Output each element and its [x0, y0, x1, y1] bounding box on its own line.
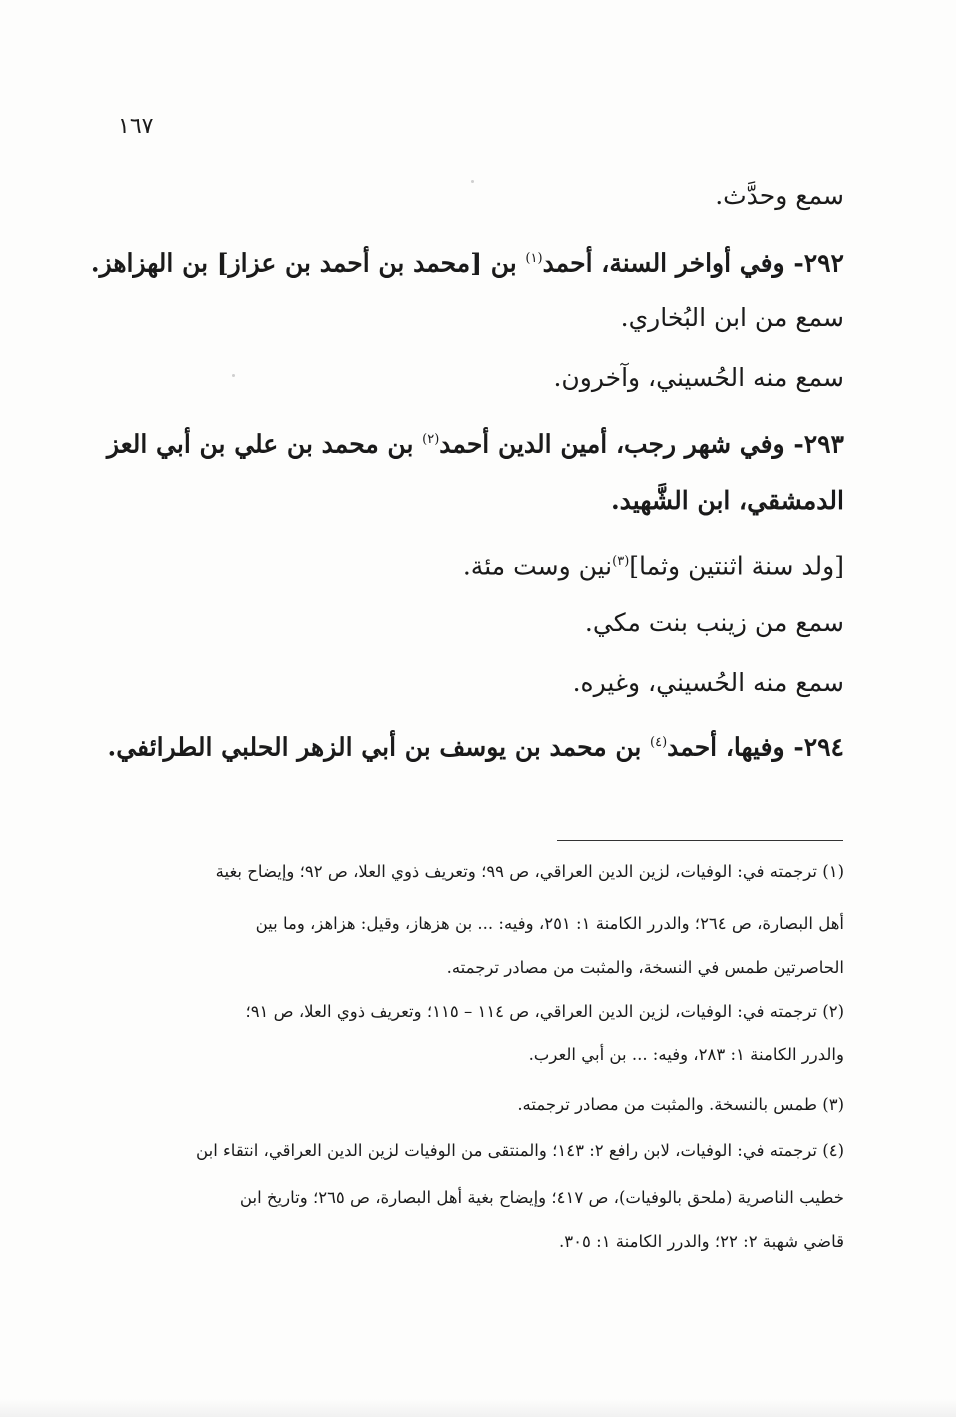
entry-292-lead: ٢٩٢- وفي أواخر السنة،: [592, 248, 844, 278]
entry-294-lead: ٢٩٤- وفيها،: [717, 732, 844, 762]
footnote-ref-1: (١): [525, 251, 543, 266]
text-line-4: سمع منه الحُسيني، وآخرون.: [553, 363, 844, 392]
footnote-2-line-1: (٢) ترجمته في: الوفيات، لزين الدين العراقي، ص ١١٤ – ١١٥؛ وتعريف ذوي العلا، ص ٩١؛: [245, 1002, 844, 1021]
entry-292-rest: بن [محمد بن أحمد بن عزاز] بن الهزاهز.: [90, 248, 526, 278]
footnote-3-line-1: (٣) طمس بالنسخة. والمثبت من مصادر ترجمته.: [517, 1095, 844, 1114]
text-line-1: سمع وحدَّث.: [715, 181, 844, 210]
footnote-ref-2: (٢): [422, 432, 440, 447]
entry-294: [107, 723, 844, 767]
entry-293: [106, 420, 844, 464]
text-line-3: سمع من ابن البُخاري.: [620, 303, 844, 332]
entry-292: [90, 239, 844, 283]
page-number: ١٦٧: [118, 114, 154, 139]
born-bracket: [ولد سنة اثنتين وثما]: [629, 551, 844, 581]
footnote-2-line-2: والدرر الكامنة ١: ٢٨٣، وفيه: ... بن أبي العرب.: [528, 1045, 844, 1064]
footnote-1-line-2: أهل البصارة، ص ٢٦٤؛ والدرر الكامنة ١: ٢٥١، وفيه: ... بن هزهاز، وقيل: هزاهز، وما بين: [255, 914, 844, 933]
born-rest: نين وست مئة.: [462, 551, 613, 581]
footnote-4-line-2: خطيب الناصرية (ملحق بالوفيات)، ص ٤١٧؛ وإيضاح بغية أهل البصارة، ص ٢٦٥؛ وتاريخ ابن: [239, 1188, 844, 1207]
footnote-1-line-3: الحاصرتين طمس في النسخة، والمثبت من مصادر ترجمته.: [446, 958, 844, 977]
text-line-9: سمع منه الحُسيني، وغيره.: [572, 668, 844, 697]
scan-speck: [471, 180, 474, 183]
main-text: [90, 0, 844, 780]
footnote-4-line-3: قاضي شهبة ٢: ٢٢؛ والدرر الكامنة ١: ٣٠٥.: [559, 1232, 844, 1251]
footnote-4-line-1: (٤) ترجمته في: الوفيات، لابن رافع ٢: ١٤٣؛ والمنتقى من الوفيات لزين الدين العراقي، انتقاء ابن: [196, 1141, 844, 1160]
scan-bottom-edge: [0, 1399, 956, 1417]
entry-294-rest: بن محمد بن يوسف بن أبي الزهر الحلبي الطرائفي.: [107, 732, 651, 762]
entry-292-name: أحمد: [542, 248, 593, 278]
footnote-1-line-1: (١) ترجمته في: الوفيات، لزين الدين العراقي، ص ٩٩؛ وتعريف ذوي العلا، ص ٩٢؛ وإيضاح بغية: [215, 862, 844, 881]
text-line-8: سمع من زينب بنت مكي.: [584, 608, 844, 637]
entry-293-continuation: الدمشقي، ابن الشَّهيد.: [610, 486, 844, 515]
scan-speck: [232, 374, 235, 377]
footnote-ref-3: (٣): [612, 554, 630, 569]
footnote-ref-4: (٤): [650, 735, 668, 750]
entry-293-name: أمين الدين أحمد: [439, 429, 608, 459]
entry-293-rest: بن محمد بن علي بن أبي العز: [106, 429, 423, 459]
born-line: [128, 542, 844, 586]
footnote-separator: [557, 840, 843, 841]
entry-293-lead: ٢٩٣- وفي شهر رجب،: [607, 429, 844, 459]
entry-294-name: أحمد: [667, 732, 718, 762]
